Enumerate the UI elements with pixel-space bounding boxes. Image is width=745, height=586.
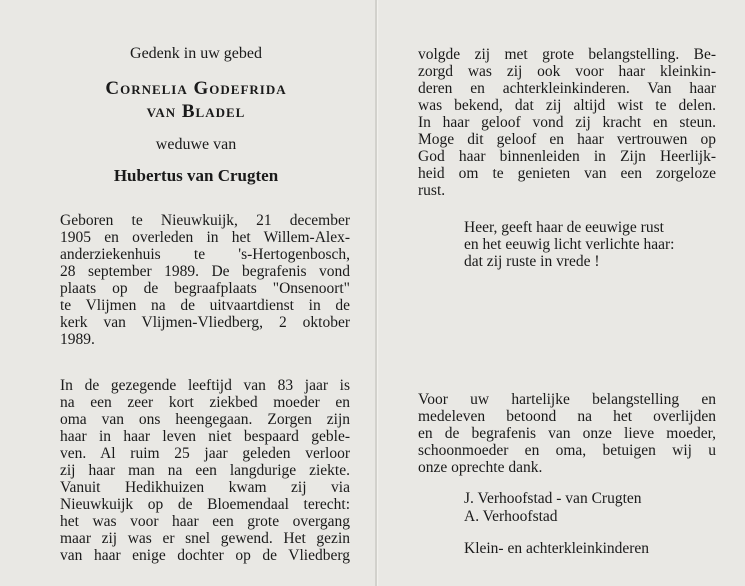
text-line: 1989. xyxy=(60,331,95,348)
text-line: was bekend, dat zij altijd wist te delen. xyxy=(418,97,716,114)
text-line: Geboren te Nieuwkuijk, 21 december xyxy=(60,212,350,229)
text-line: zij haar man na een langdurige ziekte. xyxy=(60,462,350,479)
text-line: volgde zij met grote belangstelling. Be- xyxy=(418,46,716,63)
text-line: onze oprechte dank. xyxy=(418,459,543,476)
signature-line-2: A. Verhoofstad xyxy=(464,508,558,525)
text-line: ven. Al ruim 25 jaar geleden verloor xyxy=(60,445,350,462)
text-line: Voor uw hartelijke belangstelling en xyxy=(418,391,716,408)
widow-of-text: weduwe van xyxy=(155,136,237,153)
text-line: In de gezegende leeftijd van 83 jaar is xyxy=(60,377,350,394)
text-line: heid om te genieten van een zorgeloze xyxy=(418,165,716,182)
text-line: schoonmoeder en oma, betuigen wij u xyxy=(418,442,716,459)
text-line: kerk van Vlijmen-Vliedberg, 2 oktober xyxy=(60,314,350,331)
text-line: rust. xyxy=(418,182,446,199)
text-line: en de begrafenis van onze lieve moeder, xyxy=(418,425,716,442)
text-line: plaats op de begraafplaats "Onsenoort" xyxy=(60,280,350,297)
continuation-paragraph xyxy=(418,46,716,199)
text-line: en het eeuwig licht verlichte haar: xyxy=(464,236,675,253)
prayer-text xyxy=(464,219,674,270)
text-line: haar in haar leven niet bespaard geble- xyxy=(60,428,350,445)
text-line: deren en achterkleinkinderen. Van haar xyxy=(418,80,716,97)
intro-text: Gedenk in uw gebed xyxy=(130,45,262,62)
text-line: maar zij was er snel gewend. Het gezin xyxy=(60,530,350,547)
text-line: God haar binnenleiden in Zijn Heerlijk- xyxy=(418,148,716,165)
life-paragraph xyxy=(60,377,350,564)
text-line: 1905 en overleden in het Willem-Alex- xyxy=(60,229,350,246)
text-line: Moge dit geloof en haar vertrouwen op xyxy=(418,131,716,148)
text-line: 28 september 1989. De begrafenis vond xyxy=(60,263,350,280)
text-line: Nieuwkuijk op de Bloemendaal terecht: xyxy=(60,496,350,513)
text-line: Vanuit Hedikhuizen kwam zij via xyxy=(60,479,350,496)
text-line: medeleven betoond na het overlijden xyxy=(418,408,716,425)
deceased-name-line2: van Bladel xyxy=(146,101,246,122)
text-line: zorgd was zij ook voor haar kleinkin- xyxy=(418,63,716,80)
biography-paragraph xyxy=(60,212,350,348)
card-fold xyxy=(375,0,377,586)
text-line: Heer, geeft haar de eeuwige rust xyxy=(464,219,664,236)
signature-line-1: J. Verhoofstad - van Crugten xyxy=(464,490,642,507)
text-line: anderziekenhuis te 's-Hertogenbosch, xyxy=(60,246,350,263)
text-line: van haar enige dochter op de Vliedberg xyxy=(60,547,350,564)
text-line: te Vlijmen na de uitvaartdienst in de xyxy=(60,297,350,314)
husband-name: Hubertus van Crugten xyxy=(113,166,279,185)
signature-line-3: Klein- en achterkleinkinderen xyxy=(464,540,650,557)
right-page xyxy=(418,0,718,586)
deceased-name-line1: Cornelia Godefrida xyxy=(105,78,287,99)
text-line: na een zeer kort ziekbed moeder en xyxy=(60,394,350,411)
text-line: In haar geloof vond zij kracht en steun. xyxy=(418,114,716,131)
text-line: het was voor haar een grote overgang xyxy=(60,513,350,530)
text-line: oma van ons heengegaan. Zorgen zijn xyxy=(60,411,350,428)
thanks-paragraph xyxy=(418,391,716,476)
left-page xyxy=(60,0,352,586)
text-line: dat zij ruste in vrede ! xyxy=(464,253,600,270)
